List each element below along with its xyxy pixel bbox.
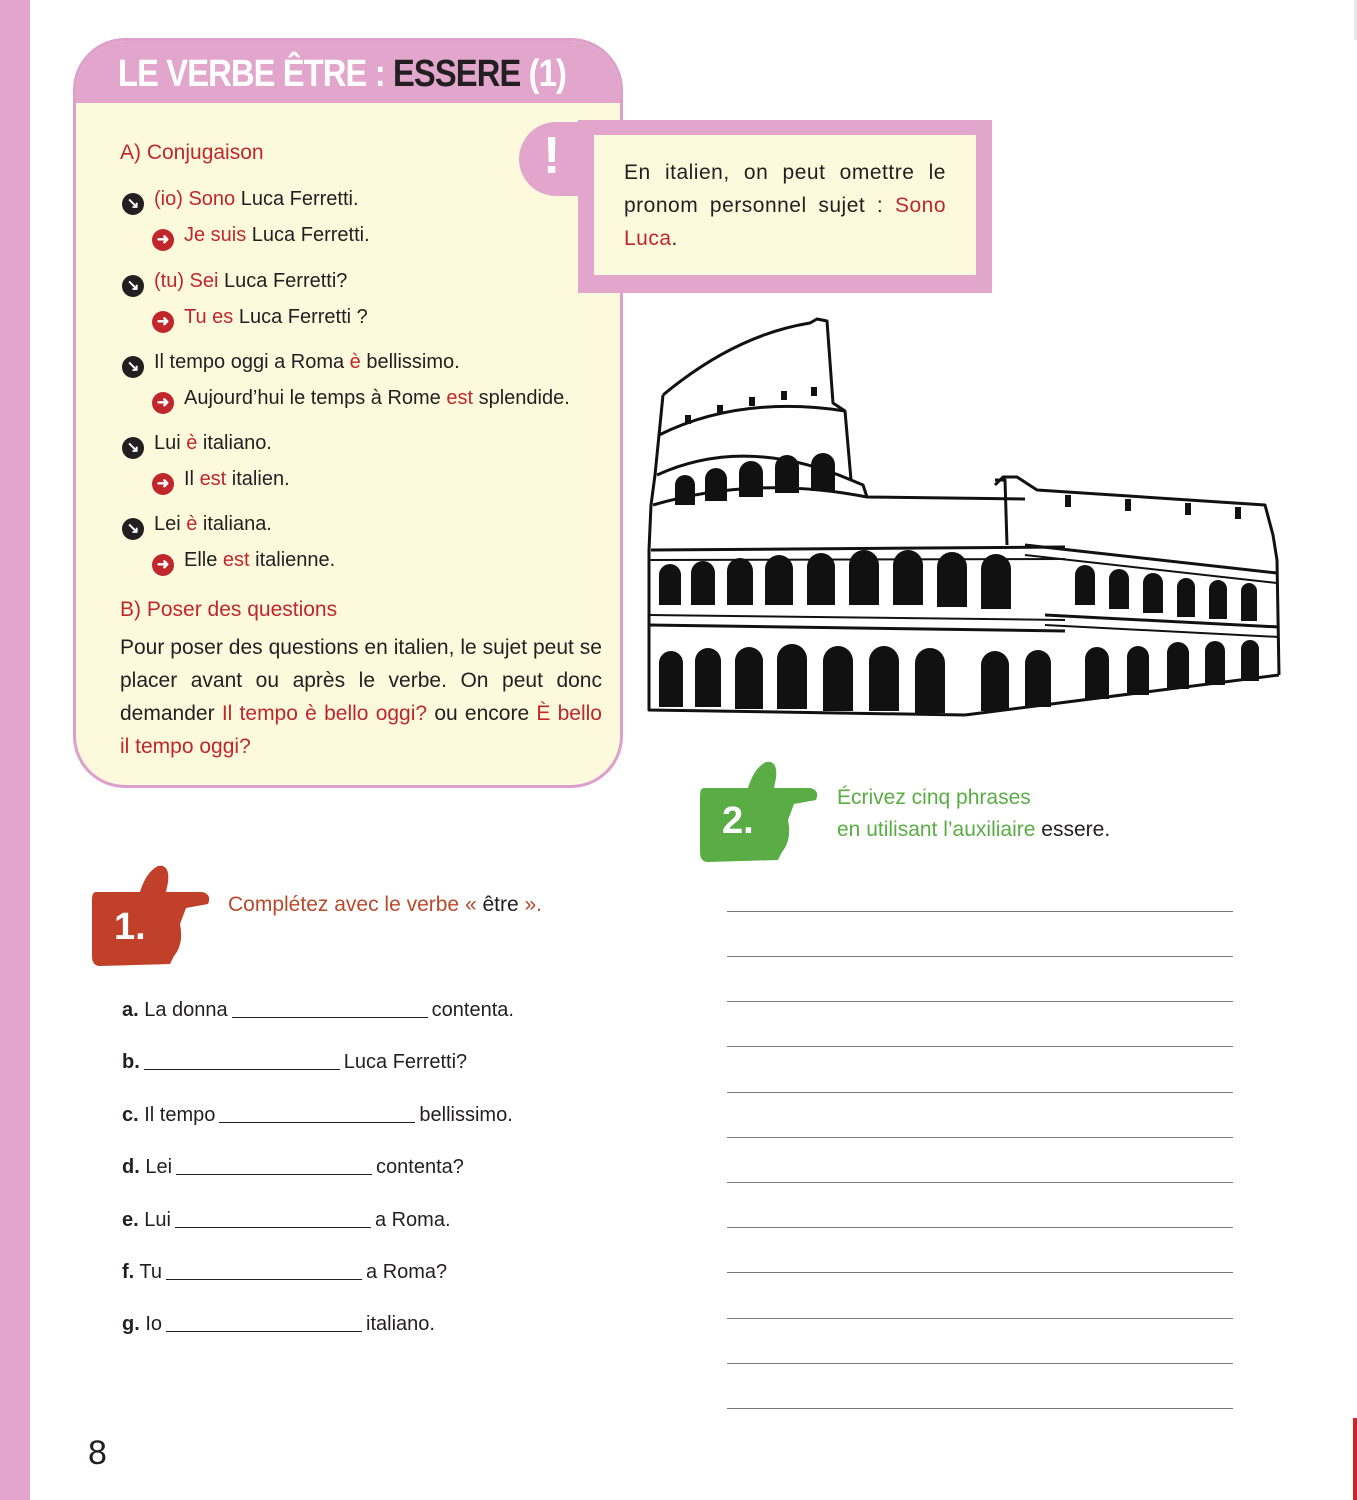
item-after: Luca Ferretti? xyxy=(343,1051,468,1073)
fr-text-4c: italien. xyxy=(226,468,290,490)
arrow-right-icon: ➜ xyxy=(152,392,174,414)
arrow-right-icon: ➜ xyxy=(152,311,174,333)
note-text xyxy=(624,156,946,255)
fr-text-3a: Aujourd’hui le temps à Rome xyxy=(184,387,447,409)
it-text-3c: bellissimo. xyxy=(360,351,460,373)
exercise-2-end: . xyxy=(1104,818,1111,841)
questions-text-1: Pour poser des questions en italien, le sujet peut se placer avant ou après le verbe. On peut donc demander xyxy=(120,636,602,725)
it-text-5a: Lei xyxy=(154,513,187,535)
title-bar xyxy=(76,41,620,103)
arrow-down-icon: ↘ xyxy=(122,518,144,540)
exercise-2-instruction-line2 xyxy=(837,818,1110,842)
exercise-item-f xyxy=(122,1261,447,1284)
fr-verb-5: est xyxy=(222,549,250,571)
item-before: Il tempo xyxy=(138,1104,216,1126)
exercise-1-hand-badge xyxy=(90,862,212,968)
exercise-2-number: 2. xyxy=(722,800,754,842)
example-italian-2 xyxy=(122,270,347,297)
exercise-1-instruction xyxy=(228,893,542,917)
title-part2: ESSERE xyxy=(392,53,521,95)
answer-blank[interactable] xyxy=(232,999,428,1018)
example-italian-4 xyxy=(122,432,272,459)
answer-blank[interactable] xyxy=(176,1156,372,1175)
item-after: a Roma? xyxy=(366,1261,448,1283)
questions-example-2: È bello il tempo oggi? xyxy=(120,702,602,758)
exercise-1-text-b: être xyxy=(482,893,519,916)
exercise-2-text-2: en utilisant l’auxiliaire xyxy=(837,818,1042,841)
item-letter: a. xyxy=(122,999,139,1021)
fr-rest-1: Luca Ferretti. xyxy=(246,224,370,246)
questions-example-1: Il tempo è bello oggi? xyxy=(221,702,428,725)
item-letter: e. xyxy=(122,1209,139,1231)
exclamation-tab xyxy=(519,122,593,196)
exercise-1-text-a: Complétez avec le verbe « xyxy=(228,893,483,916)
arrow-right-icon: ➜ xyxy=(152,473,174,495)
writing-line[interactable] xyxy=(727,1318,1233,1319)
example-french-1 xyxy=(152,224,370,251)
answer-blank[interactable] xyxy=(166,1261,362,1280)
note-example: Sono Luca xyxy=(624,194,946,250)
item-letter: c. xyxy=(122,1104,139,1126)
note-body: En italien, on peut omettre le pronom personnel sujet : xyxy=(624,161,946,217)
it-verb-3: è xyxy=(349,351,361,373)
example-italian-1 xyxy=(122,188,359,215)
page-edge-tab xyxy=(1353,1418,1357,1500)
title-part1: LE VERBE ÊTRE : xyxy=(118,53,393,95)
it-text-4a: Lui xyxy=(154,432,187,454)
exclamation-icon: ! xyxy=(543,127,561,185)
note-end: . xyxy=(671,227,678,250)
item-before: Io xyxy=(139,1313,163,1335)
item-before: Tu xyxy=(134,1261,163,1283)
fr-verb-2: Tu es xyxy=(184,306,234,328)
example-italian-5 xyxy=(122,513,272,540)
title-part3: (1) xyxy=(520,53,566,95)
conjugation-heading: A) Conjugaison xyxy=(120,141,264,164)
fr-verb-4: est xyxy=(199,468,227,490)
it-text-5c: italiana. xyxy=(197,513,272,535)
item-before: Lei xyxy=(139,1156,173,1178)
example-french-2 xyxy=(152,306,368,333)
writing-line[interactable] xyxy=(727,1137,1233,1138)
arrow-down-icon: ↘ xyxy=(122,356,144,378)
fr-verb-1: Je suis xyxy=(184,224,247,246)
example-french-4 xyxy=(152,468,290,495)
colosseum-illustration xyxy=(645,315,1285,730)
answer-blank[interactable] xyxy=(175,1209,371,1228)
item-letter: d. xyxy=(122,1156,140,1178)
it-verb-4: è xyxy=(186,432,198,454)
it-rest-2: Luca Ferretti? xyxy=(218,270,348,292)
writing-line[interactable] xyxy=(727,1001,1233,1002)
exercise-1-number: 1. xyxy=(114,906,146,948)
writing-line[interactable] xyxy=(727,956,1233,957)
questions-heading: B) Poser des questions xyxy=(120,598,338,621)
writing-line[interactable] xyxy=(727,911,1233,912)
questions-paragraph xyxy=(120,631,602,763)
it-rest-1: Luca Ferretti. xyxy=(235,188,359,210)
questions-text-2: ou encore xyxy=(427,702,537,725)
item-letter: f. xyxy=(122,1261,135,1283)
exercise-2-word: essere xyxy=(1041,818,1105,841)
item-after: italiano. xyxy=(366,1313,435,1335)
writing-line[interactable] xyxy=(727,1227,1233,1228)
exercise-item-e xyxy=(122,1209,451,1232)
answer-blank[interactable] xyxy=(166,1313,362,1332)
item-letter: b. xyxy=(122,1051,140,1073)
item-after: contenta. xyxy=(431,999,514,1021)
writing-line[interactable] xyxy=(727,1046,1233,1047)
fr-text-5c: italienne. xyxy=(249,549,336,571)
fr-verb-3: est xyxy=(446,387,474,409)
example-french-3 xyxy=(152,387,570,414)
exercise-item-c xyxy=(122,1104,513,1127)
item-after: bellissimo. xyxy=(419,1104,513,1126)
page-number: 8 xyxy=(88,1434,107,1472)
exercise-2-hand-badge xyxy=(698,760,820,865)
fr-text-5a: Elle xyxy=(184,549,223,571)
it-verb-2: (tu) Sei xyxy=(154,270,219,292)
fr-text-3c: splendide. xyxy=(473,387,570,409)
fr-text-4a: Il xyxy=(184,468,200,490)
fr-rest-2: Luca Ferretti ? xyxy=(233,306,368,328)
arrow-down-icon: ↘ xyxy=(122,275,144,297)
writing-line[interactable] xyxy=(727,1408,1233,1409)
it-verb-1: (io) Sono xyxy=(154,188,236,210)
exercise-1-text-c: ». xyxy=(518,893,543,916)
arrow-right-icon: ➜ xyxy=(152,554,174,576)
answer-blank[interactable] xyxy=(219,1104,415,1123)
example-italian-3 xyxy=(122,351,460,378)
arrow-right-icon: ➜ xyxy=(152,229,174,251)
answer-blank[interactable] xyxy=(144,1051,340,1070)
note-box xyxy=(578,120,992,293)
it-text-4c: italiano. xyxy=(197,432,272,454)
it-text-3a: Il tempo oggi a Roma xyxy=(154,351,350,373)
writing-line[interactable] xyxy=(727,1182,1233,1183)
writing-line[interactable] xyxy=(727,1363,1233,1364)
item-after: contenta? xyxy=(376,1156,464,1178)
exercise-item-a xyxy=(122,999,514,1022)
item-letter: g. xyxy=(122,1313,140,1335)
writing-line[interactable] xyxy=(727,1272,1233,1273)
page-title xyxy=(118,53,566,96)
arrow-down-icon: ↘ xyxy=(122,193,144,215)
left-margin-band xyxy=(0,0,30,1500)
example-french-5 xyxy=(152,549,335,576)
exercise-2-text-1: Écrivez cinq phrases xyxy=(837,786,1031,809)
exercise-item-d xyxy=(122,1156,464,1179)
arrow-down-icon: ↘ xyxy=(122,437,144,459)
exercise-2-instruction-line1 xyxy=(837,786,1031,810)
note-inner xyxy=(594,135,976,275)
item-after: a Roma. xyxy=(374,1209,451,1231)
item-before: La donna xyxy=(138,999,228,1021)
exercise-item-g xyxy=(122,1313,435,1336)
exercise-item-b xyxy=(122,1051,467,1074)
writing-line[interactable] xyxy=(727,1092,1233,1093)
it-verb-5: è xyxy=(186,513,198,535)
item-before: Lui xyxy=(138,1209,171,1231)
